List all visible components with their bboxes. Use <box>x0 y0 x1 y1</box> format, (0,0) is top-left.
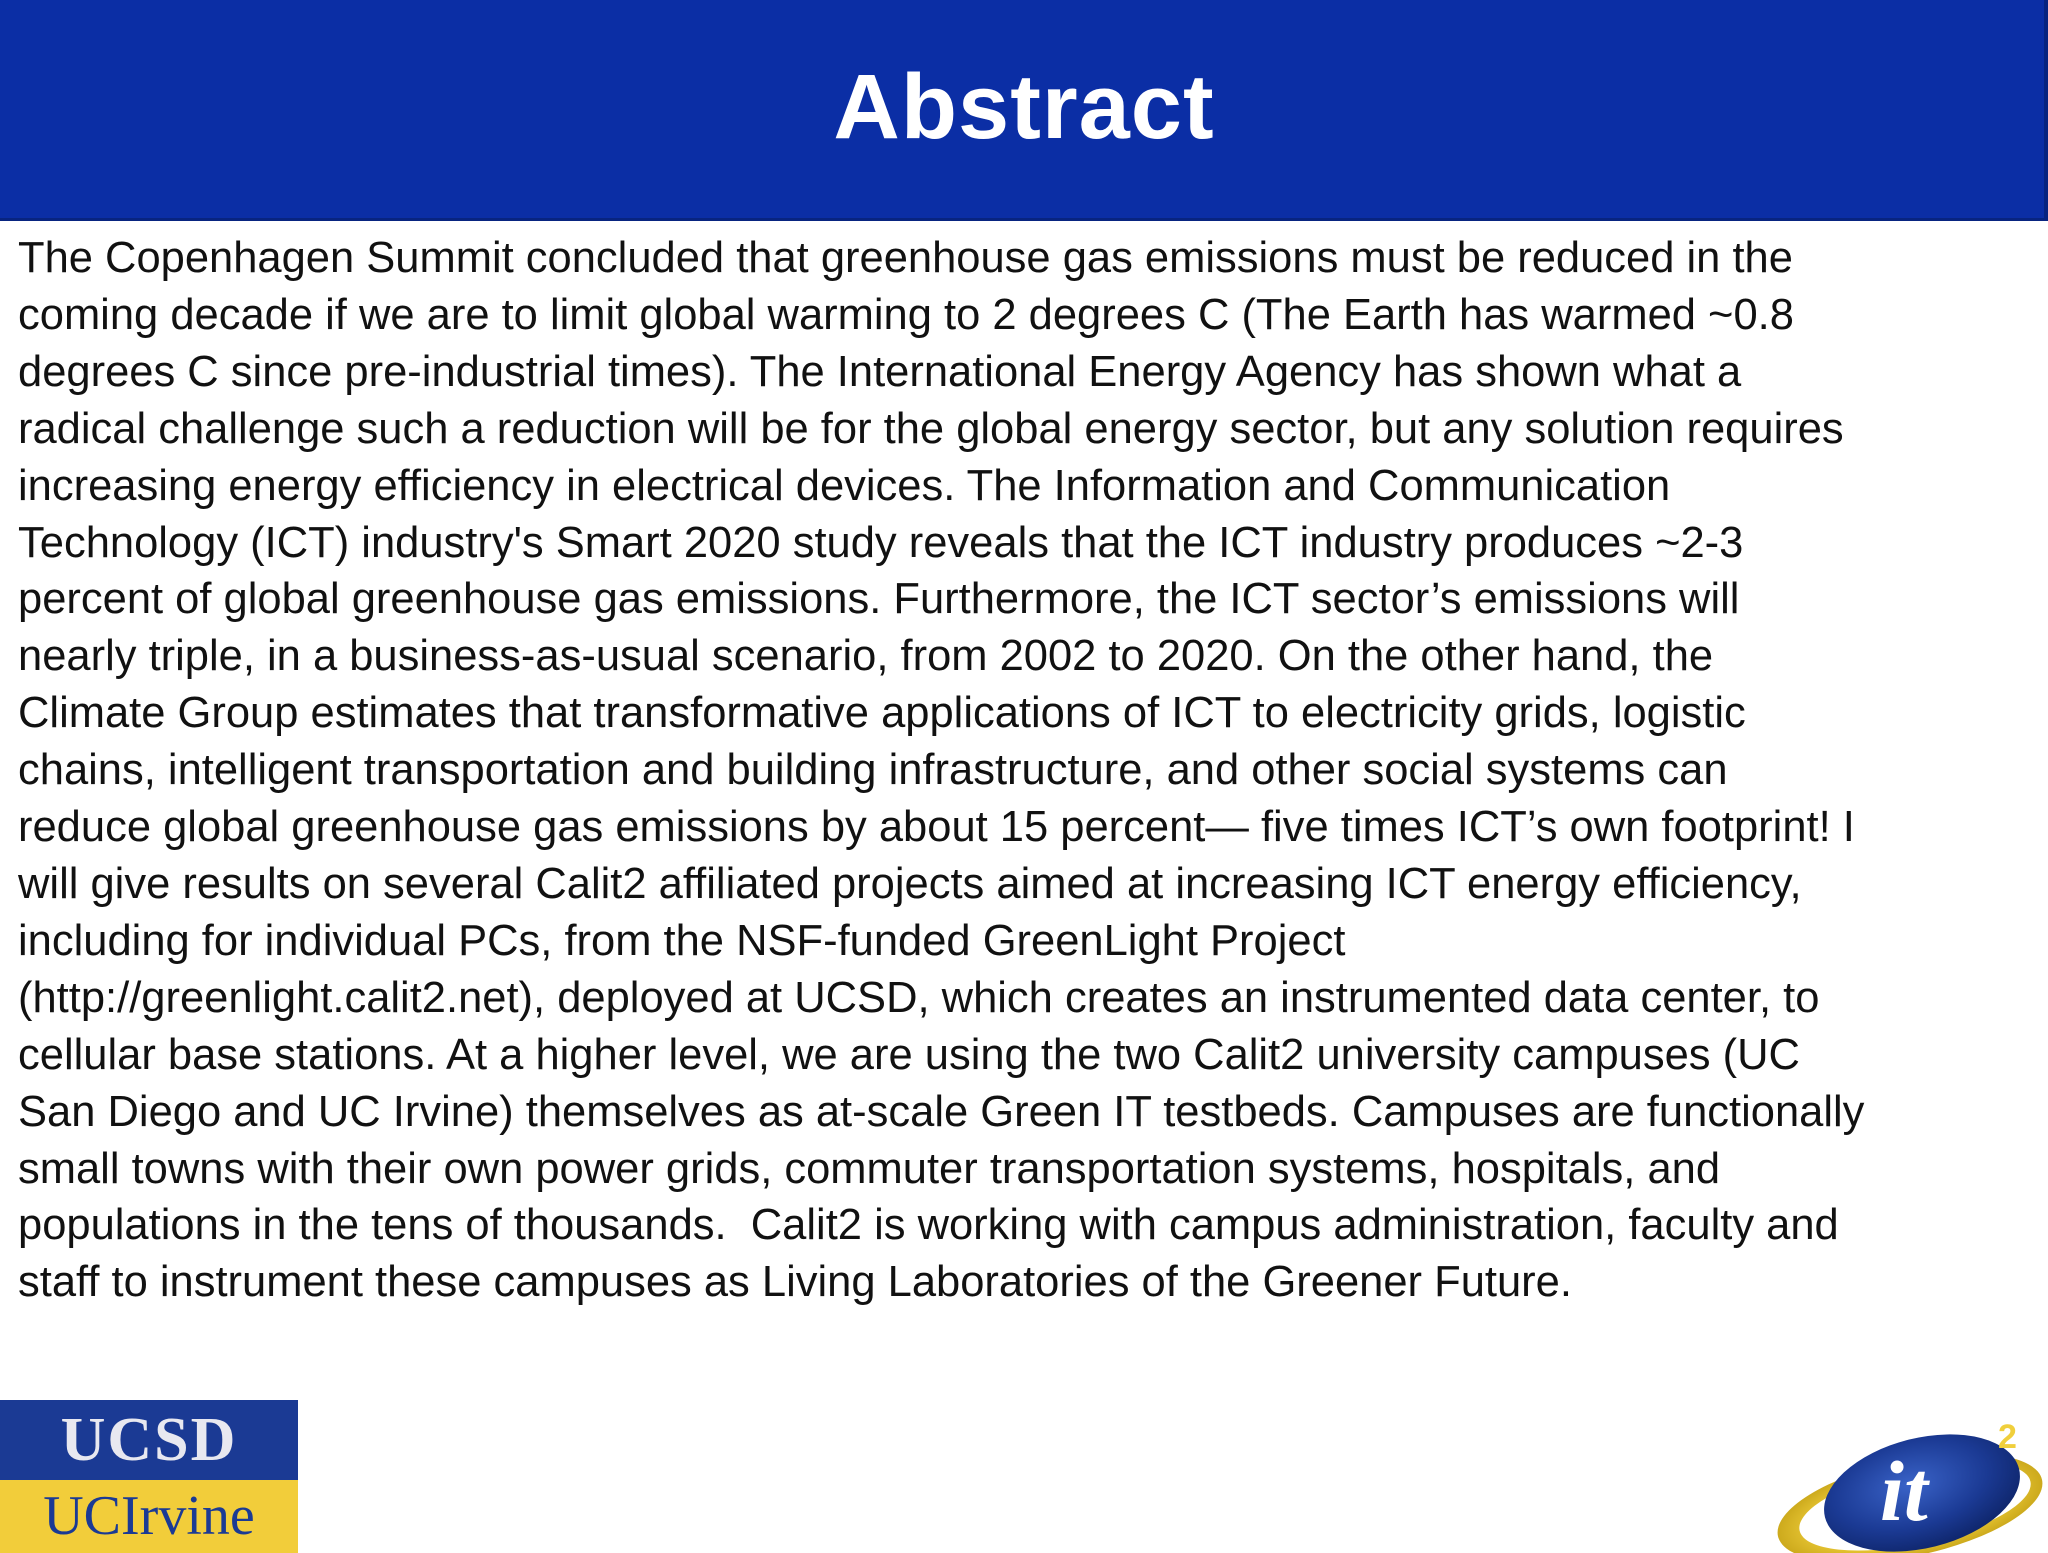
calit2-logo-icon <box>1750 1408 2048 1553</box>
abstract-line: reduce global greenhouse gas emissions by about 15 percent— five times ICT’s own footprint! I <box>18 803 1855 852</box>
it-logo-letters: it <box>1880 1443 1928 1539</box>
abstract-line: The Copenhagen Summit concluded that greenhouse gas emissions must be reduced in the <box>18 234 1793 282</box>
ucsd-logo-text: UCSD <box>0 1400 298 1480</box>
abstract-line: percent of global greenhouse gas emissions. Furthermore, the ICT sector’s emissions will <box>18 575 1740 624</box>
abstract-line: increasing energy efficiency in electrical devices. The Information and Communication <box>18 461 1671 510</box>
abstract-line: staff to instrument these campuses as Living Laboratories of the Greener Future. <box>18 1258 1572 1307</box>
slide-title: Abstract <box>833 56 1215 158</box>
abstract-line: Climate Group estimates that transformative applications of ICT to electricity grids, logistic <box>18 689 1746 738</box>
abstract-line: San Diego and UC Irvine) themselves as at-scale Green IT testbeds. Campuses are functionally <box>18 1087 1865 1136</box>
abstract-line: small towns with their own power grids, commuter transportation systems, hospitals, and <box>18 1144 1721 1193</box>
abstract-line: Technology (ICT) industry's Smart 2020 study reveals that the ICT industry produces ~2-3 <box>18 518 1744 567</box>
ucsd-uci-logo <box>0 1400 298 1553</box>
calit2-logo <box>1750 1408 2048 1553</box>
abstract-line: degrees C since pre-industrial times). The International Energy Agency has shown what a <box>18 347 1742 396</box>
abstract-line: cellular base stations. At a higher level, we are using the two Calit2 university campuses (UC <box>18 1030 1800 1079</box>
abstract-text <box>18 230 2040 1311</box>
superscript-two: 2 <box>1998 1418 2017 1456</box>
abstract-line: nearly triple, in a business-as-usual scenario, from 2002 to 2020. On the other hand, the <box>18 632 1714 681</box>
abstract-line: (http://greenlight.calit2.net), deployed at UCSD, which creates an instrumented data center, to <box>18 973 1820 1022</box>
abstract-line: radical challenge such a reduction will be for the global energy sector, but any solution requires <box>18 404 1844 453</box>
uci-logo-text: UCIrvine <box>0 1480 298 1553</box>
abstract-line: will give results on several Calit2 affiliated projects aimed at increasing ICT energy efficiency, <box>18 859 1802 908</box>
abstract-line: chains, intelligent transportation and building infrastructure, and other social systems can <box>18 746 1728 795</box>
abstract-line: coming decade if we are to limit global warming to 2 degrees C (The Earth has warmed ~0.8 <box>18 290 1794 339</box>
abstract-line: populations in the tens of thousands. Calit2 is working with campus administration, faculty and <box>18 1201 1839 1250</box>
abstract-line: including for individual PCs, from the NSF-funded GreenLight Project <box>18 916 1346 965</box>
